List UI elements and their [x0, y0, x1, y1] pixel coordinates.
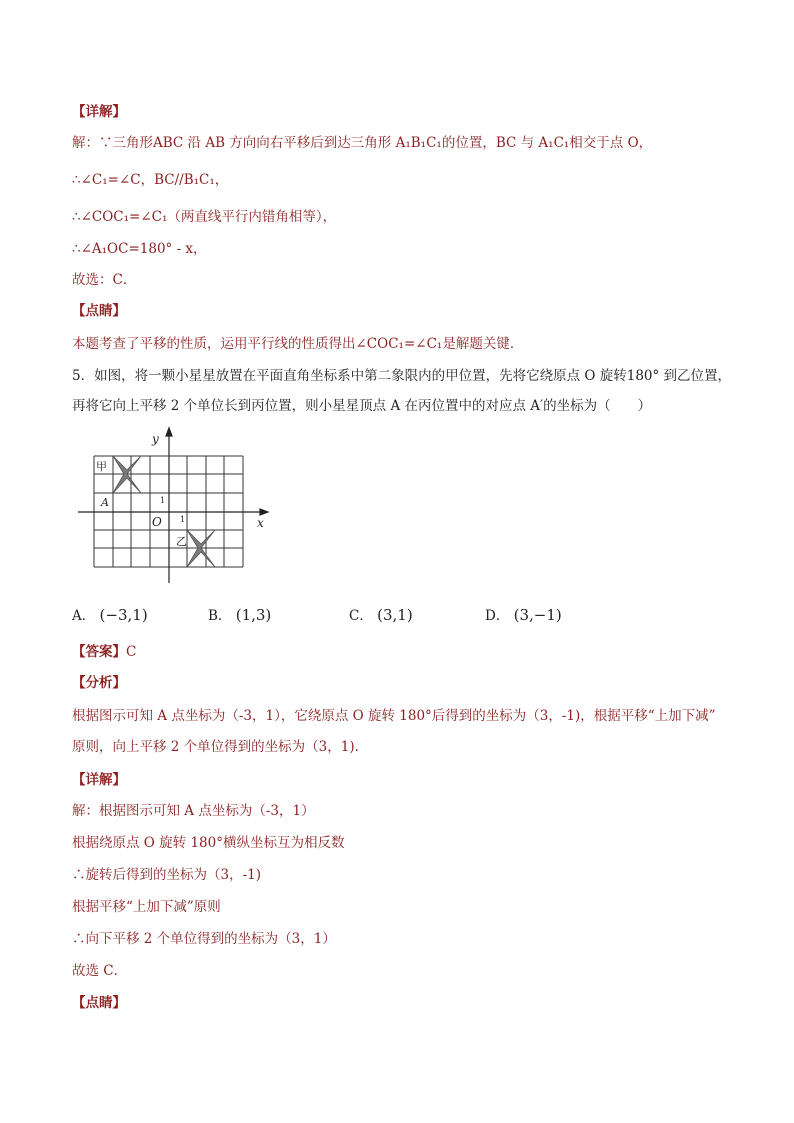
option-b-letter: B．	[208, 608, 232, 624]
comment-heading: 【点睛】	[72, 303, 126, 319]
option-c-letter: C．	[349, 608, 373, 624]
option-b-value: (1,3)	[235, 606, 272, 624]
detail2-line-4: 根据平移“上加下减”原则	[72, 899, 221, 915]
detail2-line-2: 根据绕原点 O 旋转 180°横纵坐标互为相反数	[72, 835, 345, 851]
label-A: A	[101, 496, 109, 509]
answer-heading: 【答案】	[72, 644, 126, 660]
answer-value: C	[126, 644, 137, 660]
detail2-line-1: 解：根据图示可知 A 点坐标为（-3，1）	[72, 803, 315, 819]
option-d-letter: D．	[485, 608, 510, 624]
option-c	[349, 604, 413, 624]
option-c-value: (3,1)	[377, 606, 413, 624]
question-5-line-1: 5．如图，将一颗小星星放置在平面直角坐标系中第二象限内的甲位置，先将它绕原点 O 旋转180° 到乙位置，	[72, 368, 732, 384]
analysis-heading: 【分析】	[72, 675, 126, 691]
option-d-value: (3,−1)	[513, 606, 562, 624]
x-axis-arrow	[260, 509, 268, 515]
option-a-letter: A．	[72, 608, 96, 624]
detail-line-2: ∴∠C₁=∠C，BC//B₁C₁，	[72, 172, 229, 188]
option-b	[208, 604, 271, 624]
detail2-line-6: 故选 C．	[72, 963, 128, 979]
answer-line	[72, 642, 734, 662]
label-jia: 甲	[96, 460, 107, 473]
detail-line-1: 解：∵三角形ABC 沿 AB 方向向右平移后到达三角形 A₁B₁C₁的位置，BC 与 A₁C₁相交于点 O，	[72, 135, 653, 151]
detail-heading-2: 【详解】	[72, 772, 126, 788]
label-x: x	[257, 516, 264, 530]
label-O: O	[152, 515, 162, 529]
analysis-line-1: 根据图示可知 A 点坐标为（-3，1），它绕原点 O 旋转 180°后得到的坐标为（3，-1)，根据平移“上加下减”	[72, 708, 716, 724]
question-5-line-2: 再将它向上平移 2 个单位长到丙位置，则小星星顶点 A 在丙位置中的对应点 A′的坐标为（ ）	[72, 398, 652, 414]
label-one-x: 1	[180, 515, 186, 524]
detail-line-5: 故选：C．	[72, 272, 137, 288]
label-one-y: 1	[160, 496, 166, 505]
label-yi: 乙	[176, 535, 187, 548]
label-y: y	[152, 432, 159, 446]
detail-line-4: ∴∠A₁OC=180° - x，	[72, 241, 207, 257]
comment-heading-2: 【点睛】	[72, 995, 126, 1011]
detail-line-3: ∴∠COC₁=∠C₁（两直线平行内错角相等），	[72, 209, 337, 225]
detail2-line-3: ∴旋转后得到的坐标为（3，-1)	[72, 867, 262, 883]
detail2-line-5: ∴向下平移 2 个单位得到的坐标为（3，1）	[72, 931, 336, 947]
comment-text: 本题考查了平移的性质，运用平行线的性质得出∠COC₁=∠C₁是解题关键．	[72, 336, 524, 352]
detail-heading: 【详解】	[72, 104, 126, 120]
option-a-value: (−3,1)	[99, 606, 148, 624]
y-axis-arrow	[166, 428, 172, 436]
coordinate-grid-figure	[72, 426, 282, 586]
option-a	[72, 604, 148, 624]
analysis-line-2: 原则，向上平移 2 个单位得到的坐标为（3，1)．	[72, 739, 369, 755]
option-d	[485, 604, 562, 624]
